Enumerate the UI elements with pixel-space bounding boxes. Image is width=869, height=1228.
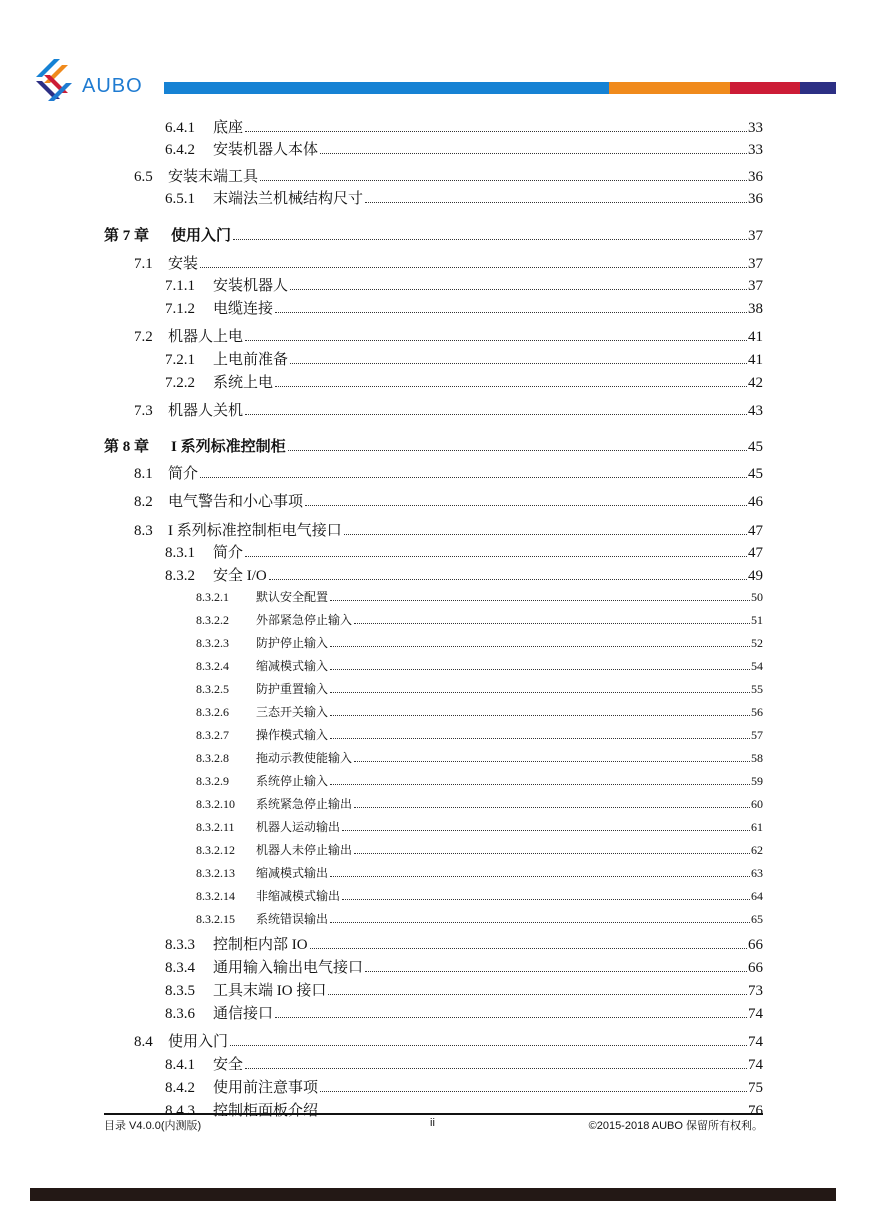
toc-dot-leader <box>330 867 750 877</box>
footer-document-version: 目录 V4.0.0(内测版) <box>104 1120 202 1132</box>
toc-entry-number: 8.3.2.10 <box>196 797 235 811</box>
toc-dot-leader <box>275 1006 747 1018</box>
toc-entry-page: 51 <box>751 613 763 627</box>
toc-entry-title: 操作模式输入 <box>256 728 329 742</box>
toc-entry-number: 8.4.1 <box>165 1057 195 1073</box>
footer-page-number: ii <box>430 1117 435 1129</box>
toc-dot-leader <box>342 821 750 831</box>
toc-entry[interactable] <box>196 841 763 858</box>
toc-entry-number: 8.4.2 <box>165 1080 195 1096</box>
toc-entry[interactable] <box>196 611 763 628</box>
toc-dot-leader <box>233 228 747 240</box>
toc-dot-leader <box>354 614 750 624</box>
toc-entry[interactable] <box>165 274 763 295</box>
toc-entry-title: 防护重置输入 <box>256 682 329 696</box>
toc-entry-title: 通信接口 <box>213 1006 274 1022</box>
toc-entry-title: 安装末端工具 <box>168 169 259 185</box>
toc-dot-leader <box>245 329 747 341</box>
toc-entry-title: 非缩减模式输出 <box>256 889 341 903</box>
toc-entry-page: 41 <box>748 329 763 345</box>
toc-entry-title: 缩减模式输出 <box>256 866 329 880</box>
toc-entry-title: 电气警告和小心事项 <box>168 494 304 510</box>
toc-dot-leader <box>320 1080 747 1092</box>
toc-entry-number: 7.2.1 <box>165 352 195 368</box>
toc-entry[interactable] <box>196 634 763 651</box>
toc-entry[interactable] <box>196 680 763 697</box>
toc-entry[interactable] <box>165 1076 763 1097</box>
toc-entry-number: 8.3.2.11 <box>196 820 235 834</box>
toc-dot-leader <box>305 494 747 506</box>
toc-entry-page: 73 <box>748 983 763 999</box>
toc-entry-page: 62 <box>751 843 763 857</box>
toc-entry-title: 外部紧急停止输入 <box>256 613 353 627</box>
toc-entry[interactable] <box>134 490 763 511</box>
toc-entry-number: 8.3.1 <box>165 545 195 561</box>
toc-entry-number: 6.5 <box>134 169 153 185</box>
toc-entry-number: 8.3.2.5 <box>196 682 229 696</box>
toc-dot-leader <box>328 983 747 995</box>
toc-entry-page: 47 <box>748 545 763 561</box>
toc-entry-title: 安装机器人本体 <box>213 142 319 158</box>
toc-entry[interactable] <box>165 116 763 137</box>
toc-entry-title: 末端法兰机械结构尺寸 <box>213 191 364 207</box>
toc-dot-leader <box>354 844 750 854</box>
header-bar-blue <box>164 82 609 94</box>
toc-entry[interactable] <box>165 564 763 585</box>
toc-entry-title: 上电前准备 <box>213 352 289 368</box>
toc-entry-page: 49 <box>748 568 763 584</box>
toc-entry-number: 8.4.3 <box>165 1103 195 1119</box>
toc-entry[interactable] <box>196 657 763 674</box>
toc-entry[interactable] <box>196 818 763 835</box>
toc-entry-number: 8.4 <box>134 1034 153 1050</box>
toc-entry[interactable] <box>196 910 763 927</box>
header-color-bar <box>164 82 836 94</box>
toc-entry-title: 简介 <box>168 466 199 482</box>
toc-entry-page: 33 <box>748 142 763 158</box>
toc-dot-leader <box>245 120 747 132</box>
toc-dot-leader <box>245 1057 747 1069</box>
toc-entry-title: 简介 <box>213 545 244 561</box>
toc-entry-number: 8.3 <box>134 523 153 539</box>
toc-entry-number: 8.3.2.9 <box>196 774 229 788</box>
toc-dot-leader <box>330 683 750 693</box>
toc-entry-page: 45 <box>748 466 763 482</box>
toc-entry[interactable] <box>134 1030 763 1051</box>
toc-entry[interactable] <box>165 1002 763 1023</box>
toc-dot-leader <box>330 637 750 647</box>
toc-dot-leader <box>200 466 747 478</box>
toc-entry-title: 安全 <box>213 1057 244 1073</box>
toc-entry-number: 6.4.2 <box>165 142 195 158</box>
toc-entry-page: 74 <box>748 1034 763 1050</box>
toc-dot-leader <box>310 937 747 949</box>
toc-entry-page: 66 <box>748 960 763 976</box>
toc-entry[interactable] <box>165 297 763 318</box>
toc-entry-page: 46 <box>748 494 763 510</box>
toc-entry[interactable] <box>165 371 763 392</box>
toc-entry-number: 8.3.2.15 <box>196 912 235 926</box>
toc-entry-title: 拖动示教使能输入 <box>256 751 353 765</box>
toc-entry-title: 默认安全配置 <box>256 590 329 604</box>
toc-entry[interactable] <box>196 772 763 789</box>
toc-entry-number: 7.1.2 <box>165 301 195 317</box>
toc-entry[interactable] <box>196 887 763 904</box>
toc-entry-title: 系统上电 <box>213 375 274 391</box>
toc-entry-title: 控制柜内部 IO <box>213 937 308 953</box>
toc-entry-number: 7.3 <box>134 403 153 419</box>
toc-entry-title: 机器人关机 <box>168 403 244 419</box>
toc-entry-page: 37 <box>748 256 763 272</box>
toc-entry-page: 45 <box>748 439 763 455</box>
toc-entry-title: 机器人上电 <box>168 329 244 345</box>
toc-entry-page: 74 <box>748 1006 763 1022</box>
toc-entry[interactable] <box>196 864 763 881</box>
toc-entry-title: 系统紧急停止输出 <box>256 797 353 811</box>
toc-dot-leader <box>330 660 750 670</box>
toc-entry-title: 安装 <box>168 256 199 272</box>
toc-dot-leader <box>290 278 747 290</box>
toc-entry[interactable] <box>134 462 763 483</box>
toc-entry[interactable] <box>134 399 763 420</box>
toc-entry-page: 36 <box>748 169 763 185</box>
toc-entry-title: 机器人运动输出 <box>256 820 341 834</box>
bottom-bar <box>30 1188 836 1201</box>
toc-entry[interactable] <box>196 726 763 743</box>
toc-entry-title: 通用输入输出电气接口 <box>213 960 364 976</box>
toc-entry-number: 8.3.2.8 <box>196 751 229 765</box>
toc-entry-page: 33 <box>748 120 763 136</box>
toc-entry-number: 8.3.5 <box>165 983 195 999</box>
header-bar-orange <box>609 82 730 94</box>
toc-entry-title: 缩减模式输入 <box>256 659 329 673</box>
toc-entry-number: 8.3.2.4 <box>196 659 229 673</box>
toc-entry[interactable] <box>165 187 763 208</box>
toc-entry-number: 8.3.2.12 <box>196 843 235 857</box>
toc-entry-page: 41 <box>748 352 763 368</box>
toc-entry-title: I 系列标准控制柜 <box>171 439 286 455</box>
toc-entry-title: 使用入门 <box>171 228 232 244</box>
toc-entry-number: 8.3.2.1 <box>196 590 229 604</box>
toc-dot-leader <box>290 352 747 364</box>
toc-entry[interactable] <box>196 795 763 812</box>
toc-entry-number: 8.3.6 <box>165 1006 195 1022</box>
toc-entry-number: 8.3.2 <box>165 568 195 584</box>
toc-entry[interactable] <box>165 138 763 159</box>
toc-dot-leader <box>354 752 750 762</box>
toc-entry[interactable] <box>165 956 763 977</box>
toc-entry-page: 56 <box>751 705 763 719</box>
toc-entry[interactable] <box>165 348 763 369</box>
toc-entry[interactable] <box>165 1053 763 1074</box>
toc-entry-page: 63 <box>751 866 763 880</box>
toc-entry-title: 系统错误输出 <box>256 912 329 926</box>
toc-entry-title: 使用前注意事项 <box>213 1080 319 1096</box>
toc-entry-page: 59 <box>751 774 763 788</box>
toc-entry-page: 75 <box>748 1080 763 1096</box>
toc-dot-leader <box>230 1034 747 1046</box>
toc-dot-leader <box>365 960 747 972</box>
toc-entry-number: 7.1 <box>134 256 153 272</box>
toc-entry-title: 机器人未停止输出 <box>256 843 353 857</box>
toc-dot-leader <box>275 375 747 387</box>
toc-entry-number: 8.3.4 <box>165 960 195 976</box>
header-bar-navy <box>800 82 836 94</box>
toc-entry-number: 第 7 章 <box>104 228 150 244</box>
toc-dot-leader <box>330 591 750 601</box>
toc-dot-leader <box>330 913 750 923</box>
toc-entry-page: 43 <box>748 403 763 419</box>
toc-entry-page: 57 <box>751 728 763 742</box>
toc-entry-title: 控制柜面板介绍 <box>213 1103 319 1119</box>
toc-entry-title: 工具末端 IO 接口 <box>213 983 327 999</box>
footer-copyright: ©2015-2018 AUBO 保留所有权利。 <box>588 1120 763 1132</box>
toc-entry-title: I 系列标准控制柜电气接口 <box>168 523 342 539</box>
toc-entry-page: 61 <box>751 820 763 834</box>
toc-dot-leader <box>269 568 747 580</box>
toc-chapter-entry[interactable] <box>104 224 763 245</box>
toc-dot-leader <box>365 191 747 203</box>
logo-mark-icon <box>30 55 80 105</box>
toc-dot-leader <box>330 706 750 716</box>
toc-entry-title: 安全 I/O <box>213 568 267 584</box>
toc-entry-page: 74 <box>748 1057 763 1073</box>
toc-entry-number: 6.5.1 <box>165 191 195 207</box>
toc-entry-number: 8.3.2.7 <box>196 728 229 742</box>
toc-entry[interactable] <box>134 519 763 540</box>
toc-entry-page: 66 <box>748 937 763 953</box>
toc-entry[interactable] <box>134 325 763 346</box>
toc-entry-number: 6.4.1 <box>165 120 195 136</box>
toc-dot-leader <box>344 523 747 535</box>
toc-dot-leader <box>330 775 750 785</box>
toc-entry-page: 64 <box>751 889 763 903</box>
toc-entry-page: 42 <box>748 375 763 391</box>
toc-dot-leader <box>354 798 750 808</box>
toc-dot-leader <box>330 729 750 739</box>
toc-entry-page: 65 <box>751 912 763 926</box>
toc-entry[interactable] <box>134 165 763 186</box>
toc-entry[interactable] <box>165 933 763 954</box>
toc-entry-page: 54 <box>751 659 763 673</box>
toc-entry-page: 47 <box>748 523 763 539</box>
toc-entry-page: 52 <box>751 636 763 650</box>
toc-entry[interactable] <box>165 979 763 1000</box>
toc-entry-title: 安装机器人 <box>213 278 289 294</box>
toc-entry-title: 三态开关输入 <box>256 705 329 719</box>
toc-entry-page: 50 <box>751 590 763 604</box>
toc-entry-page: 55 <box>751 682 763 696</box>
toc-dot-leader <box>342 890 750 900</box>
aubo-logo <box>30 55 162 105</box>
toc-entry-page: 37 <box>748 278 763 294</box>
toc-entry[interactable] <box>134 252 763 273</box>
toc-entry-page: 60 <box>751 797 763 811</box>
toc-entry[interactable] <box>196 749 763 766</box>
toc-entry-title: 底座 <box>213 120 244 136</box>
toc-dot-leader <box>288 439 747 451</box>
toc-entry-number: 8.1 <box>134 466 153 482</box>
toc-dot-leader <box>245 545 747 557</box>
toc-entry-number: 7.2 <box>134 329 153 345</box>
toc-entry[interactable] <box>196 703 763 720</box>
toc-entry-page: 38 <box>748 301 763 317</box>
toc-entry-number: 第 8 章 <box>104 439 150 455</box>
toc-entry-page: 58 <box>751 751 763 765</box>
toc-entry-number: 7.2.2 <box>165 375 195 391</box>
toc-entry-number: 8.3.2.2 <box>196 613 229 627</box>
toc-dot-leader <box>260 169 747 181</box>
toc-entry[interactable] <box>196 588 763 605</box>
toc-entry-page: 37 <box>748 228 763 244</box>
toc-entry-number: 8.3.2.13 <box>196 866 235 880</box>
toc-entry-title: 使用入门 <box>168 1034 229 1050</box>
toc-entry-number: 8.3.2.6 <box>196 705 229 719</box>
toc-entry-number: 7.1.1 <box>165 278 195 294</box>
toc-entry[interactable] <box>165 541 763 562</box>
toc-entry-number: 8.3.2.3 <box>196 636 229 650</box>
toc-entry-title: 防护停止输入 <box>256 636 329 650</box>
toc-entry-number: 8.2 <box>134 494 153 510</box>
toc-dot-leader <box>245 403 747 415</box>
logo-text: AUBO <box>82 75 143 97</box>
header-bar-red <box>730 82 800 94</box>
toc-chapter-entry[interactable] <box>104 435 763 456</box>
footer-rule <box>104 1113 763 1115</box>
toc-dot-leader <box>320 142 747 154</box>
toc-entry-page: 76 <box>748 1103 763 1119</box>
toc-entry-title: 系统停止输入 <box>256 774 329 788</box>
toc-entry-number: 8.3.3 <box>165 937 195 953</box>
toc-dot-leader <box>200 256 747 268</box>
toc-entry-number: 8.3.2.14 <box>196 889 235 903</box>
toc-entry-title: 电缆连接 <box>213 301 274 317</box>
toc-entry-page: 36 <box>748 191 763 207</box>
toc-dot-leader <box>275 301 747 313</box>
